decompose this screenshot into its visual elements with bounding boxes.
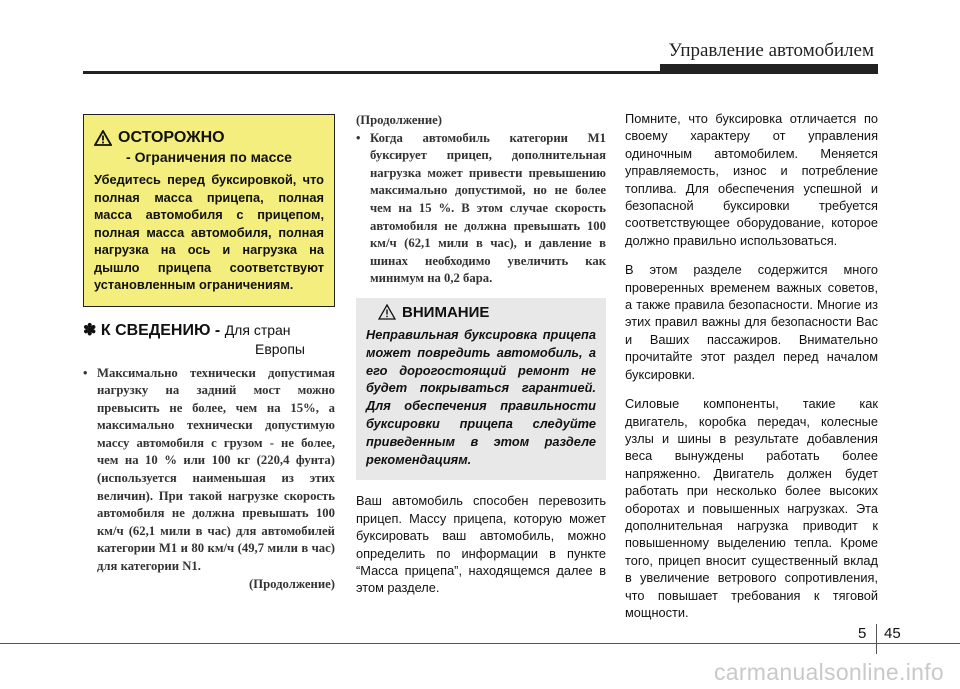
notice-sub2: Европы [255,340,305,357]
paragraph-1: Помните, что буксировка отличается по своему характеру от управления одиночным автомобилем. Меняется управляемость, износ и потребление топлива. Для обеспечения успешной и безопасной буксировки требуется соответствующее оборудование, которое должно правильно использоваться. [625,111,878,248]
caution-box [83,114,335,307]
notice-heading [83,321,335,359]
bullet-icon: • [83,365,88,380]
m1-bullet [356,130,606,288]
caution-body: Убедитесь перед буксировкой, что полная масса прицепа, полная масса автомобиля с прицепом, полная масса автомобиля, полная нагрузка на ось и нагрузка на дышло прицепа соответствуют установленным ограничениям. [94,172,324,292]
footer-rule [0,643,960,644]
page-header-title: Управление автомобилем [668,40,874,61]
notice-bullet-text: Максимально технически допустимая нагрузку на задний мост можно превысить не более, чем на 15%, а максимально технически допустимую массу автомобиля с грузом - не более, чем на 10 % или 100 кг (220,4 фунта) (используется наименьшая из этих величин). При такой нагрузке скорость автомобиля не должна превышать 100 км/ч (62,1 мили в час) для автомобилей категории M1 и 80 км/ч (49,7 мили в час) для категории N1. [97,365,335,574]
watermark: carmanualsonline.info [713,659,944,685]
warning-triangle-icon [378,304,396,320]
warning-body: Неправильная буксировка прицепа может повредить автомобиль, а его дорогостоящий ремонт не будет покрываться гарантией. Для обеспечения правильности буксировки прицепа следуйте приведенным в этом разделе рекомендациям. [366,326,596,467]
warning-box [356,298,606,480]
warning-heading [378,304,596,321]
star-icon: ✽ [83,321,97,339]
caution-heading [94,129,324,147]
column-2 [356,112,606,597]
paragraph-2: В этом разделе содержится много проверенных временем важных советов, а также правила безопасности. Многие из этих правил важны для безопасности Вас и Ваших пассажиров. Внимательно прочитайте этот раздел перед началом буксировки. [625,262,878,382]
notice-bullet [83,365,335,576]
warning-title: ВНИМАНИЕ [402,303,490,321]
bullet-icon: • [356,130,361,145]
m1-bullet-text: Когда автомобиль категории M1 буксирует прицеп, дополнительная нагрузка может привести превышению максимально допустимой, но не более чем на 15 %. В этом случае скорость автомобиля не должна превышать 100 км/ч (62,1 мили в час), и давление в шинах необходимо увеличить как минимум на 0,2 бара. [370,130,606,286]
caution-subtitle: - Ограничения по массе [126,149,292,165]
footer-divider [876,624,877,654]
header-rule [83,71,878,74]
column-3 [625,110,878,621]
towing-capacity-paragraph: Ваш автомобиль способен перевозить прицеп. Массу прицепа, которую может буксировать ваш автомобиль, можно определить по информации в пункте “Масса прицепа”, находящемся далее в этом разделе. [356,493,606,596]
continued-heading: (Продолжение) [356,113,442,127]
notice-title: К СВЕДЕНИЮ - [100,321,221,339]
notice-sub1: Для стран [224,321,291,338]
column-1 [83,100,335,593]
page-number: 45 [884,625,901,642]
warning-triangle-icon [94,130,112,146]
paragraph-3: Силовые компоненты, такие как двигатель, коробка передач, колесные узлы и шины в результате добавления веса вынуждены работать более напряженно. Двигатель должен будет работать при несколько более высоких оборотах и повышенных нагрузках. Эта дополнительная нагрузка приводит к повышенному выделению тепла. Кроме того, прицеп вносит существенный вклад в увеличение ветрового сопротивления, что повышает требования к тяговой мощности. [625,396,878,620]
continued-label: (Продолжение) [249,576,335,591]
chapter-number: 5 [858,625,867,642]
caution-title: ОСТОРОЖНО [118,129,225,146]
